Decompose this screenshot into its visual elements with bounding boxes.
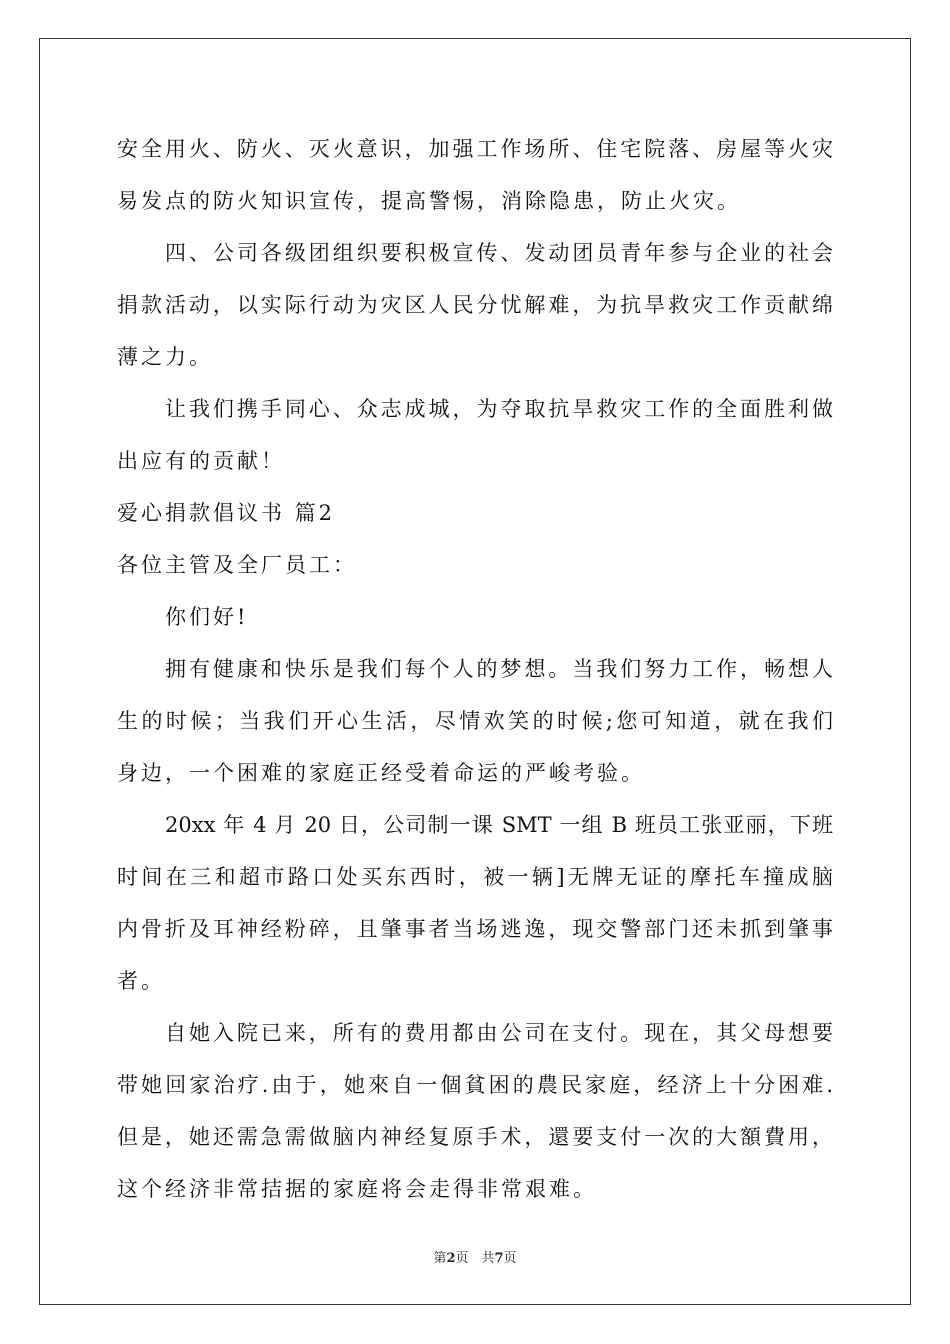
text-line: 薄之力。 <box>117 345 213 369</box>
section-heading: 爱心捐款倡议书 篇2 <box>117 501 336 525</box>
salutation: 各位主管及全厂员工： <box>117 553 357 577</box>
text-line: 这个经济非常拮据的家庭将会走得非常艰难。 <box>117 1177 597 1201</box>
text-line: 带她回家治疗.由于，她來自一個貧困的農民家庭，经济上十分困难. <box>117 1073 833 1097</box>
text-line: 易发点的防火知识宣传，提高警惕，消除隐患，防止火灾。 <box>117 189 741 213</box>
text-line: 时间在三和超市路口处买东西时，被一辆]无牌无证的摩托车撞成脑 <box>117 865 833 889</box>
footer-suffix: 页 <box>503 1251 517 1266</box>
text-line: 出应有的贡献！ <box>117 449 285 473</box>
text-line: 者。 <box>117 969 165 993</box>
text-line: 四、公司各级团组织要积极宣传、发动团员青年参与企业的社会 <box>165 241 833 265</box>
text-line: 身边，一个困难的家庭正经受着命运的严峻考验。 <box>117 761 645 785</box>
text-line: 20xx 年 4 月 20 日，公司制一课 SMT 一组 B 班员工张亚丽，下班 <box>165 813 833 837</box>
text-line: 让我们携手同心、众志成城，为夺取抗旱救灾工作的全面胜利做 <box>165 397 833 421</box>
footer-prefix: 第 <box>433 1251 447 1266</box>
footer-middle: 页 共 <box>455 1251 495 1266</box>
greeting: 你们好! <box>165 605 249 629</box>
current-page-number: 2 <box>446 1251 456 1266</box>
text-line: 但是，她还需急需做脑内神经复原手术，還要支付一次的大額費用， <box>117 1125 833 1149</box>
text-line: 拥有健康和快乐是我们每个人的梦想。当我们努力工作，畅想人 <box>165 657 833 681</box>
text-line: 自她入院已来，所有的费用都由公司在支付。现在，其父母想要 <box>165 1021 833 1045</box>
total-page-count: 7 <box>494 1251 504 1266</box>
document-body <box>117 123 833 1215</box>
text-line: 捐款活动，以实际行动为灾区人民分忧解难，为抗旱救灾工作贡献绵 <box>117 293 833 317</box>
page-footer <box>0 1247 950 1266</box>
text-line: 安全用火、防火、灭火意识，加强工作场所、住宅院落、房屋等火灾 <box>117 137 833 161</box>
text-line: 内骨折及耳神经粉碎，且肇事者当场逃逸，现交警部门还未抓到肇事 <box>117 917 833 941</box>
text-line: 生的时候；当我们开心生活，尽情欢笑的时候;您可知道，就在我们 <box>117 709 833 733</box>
